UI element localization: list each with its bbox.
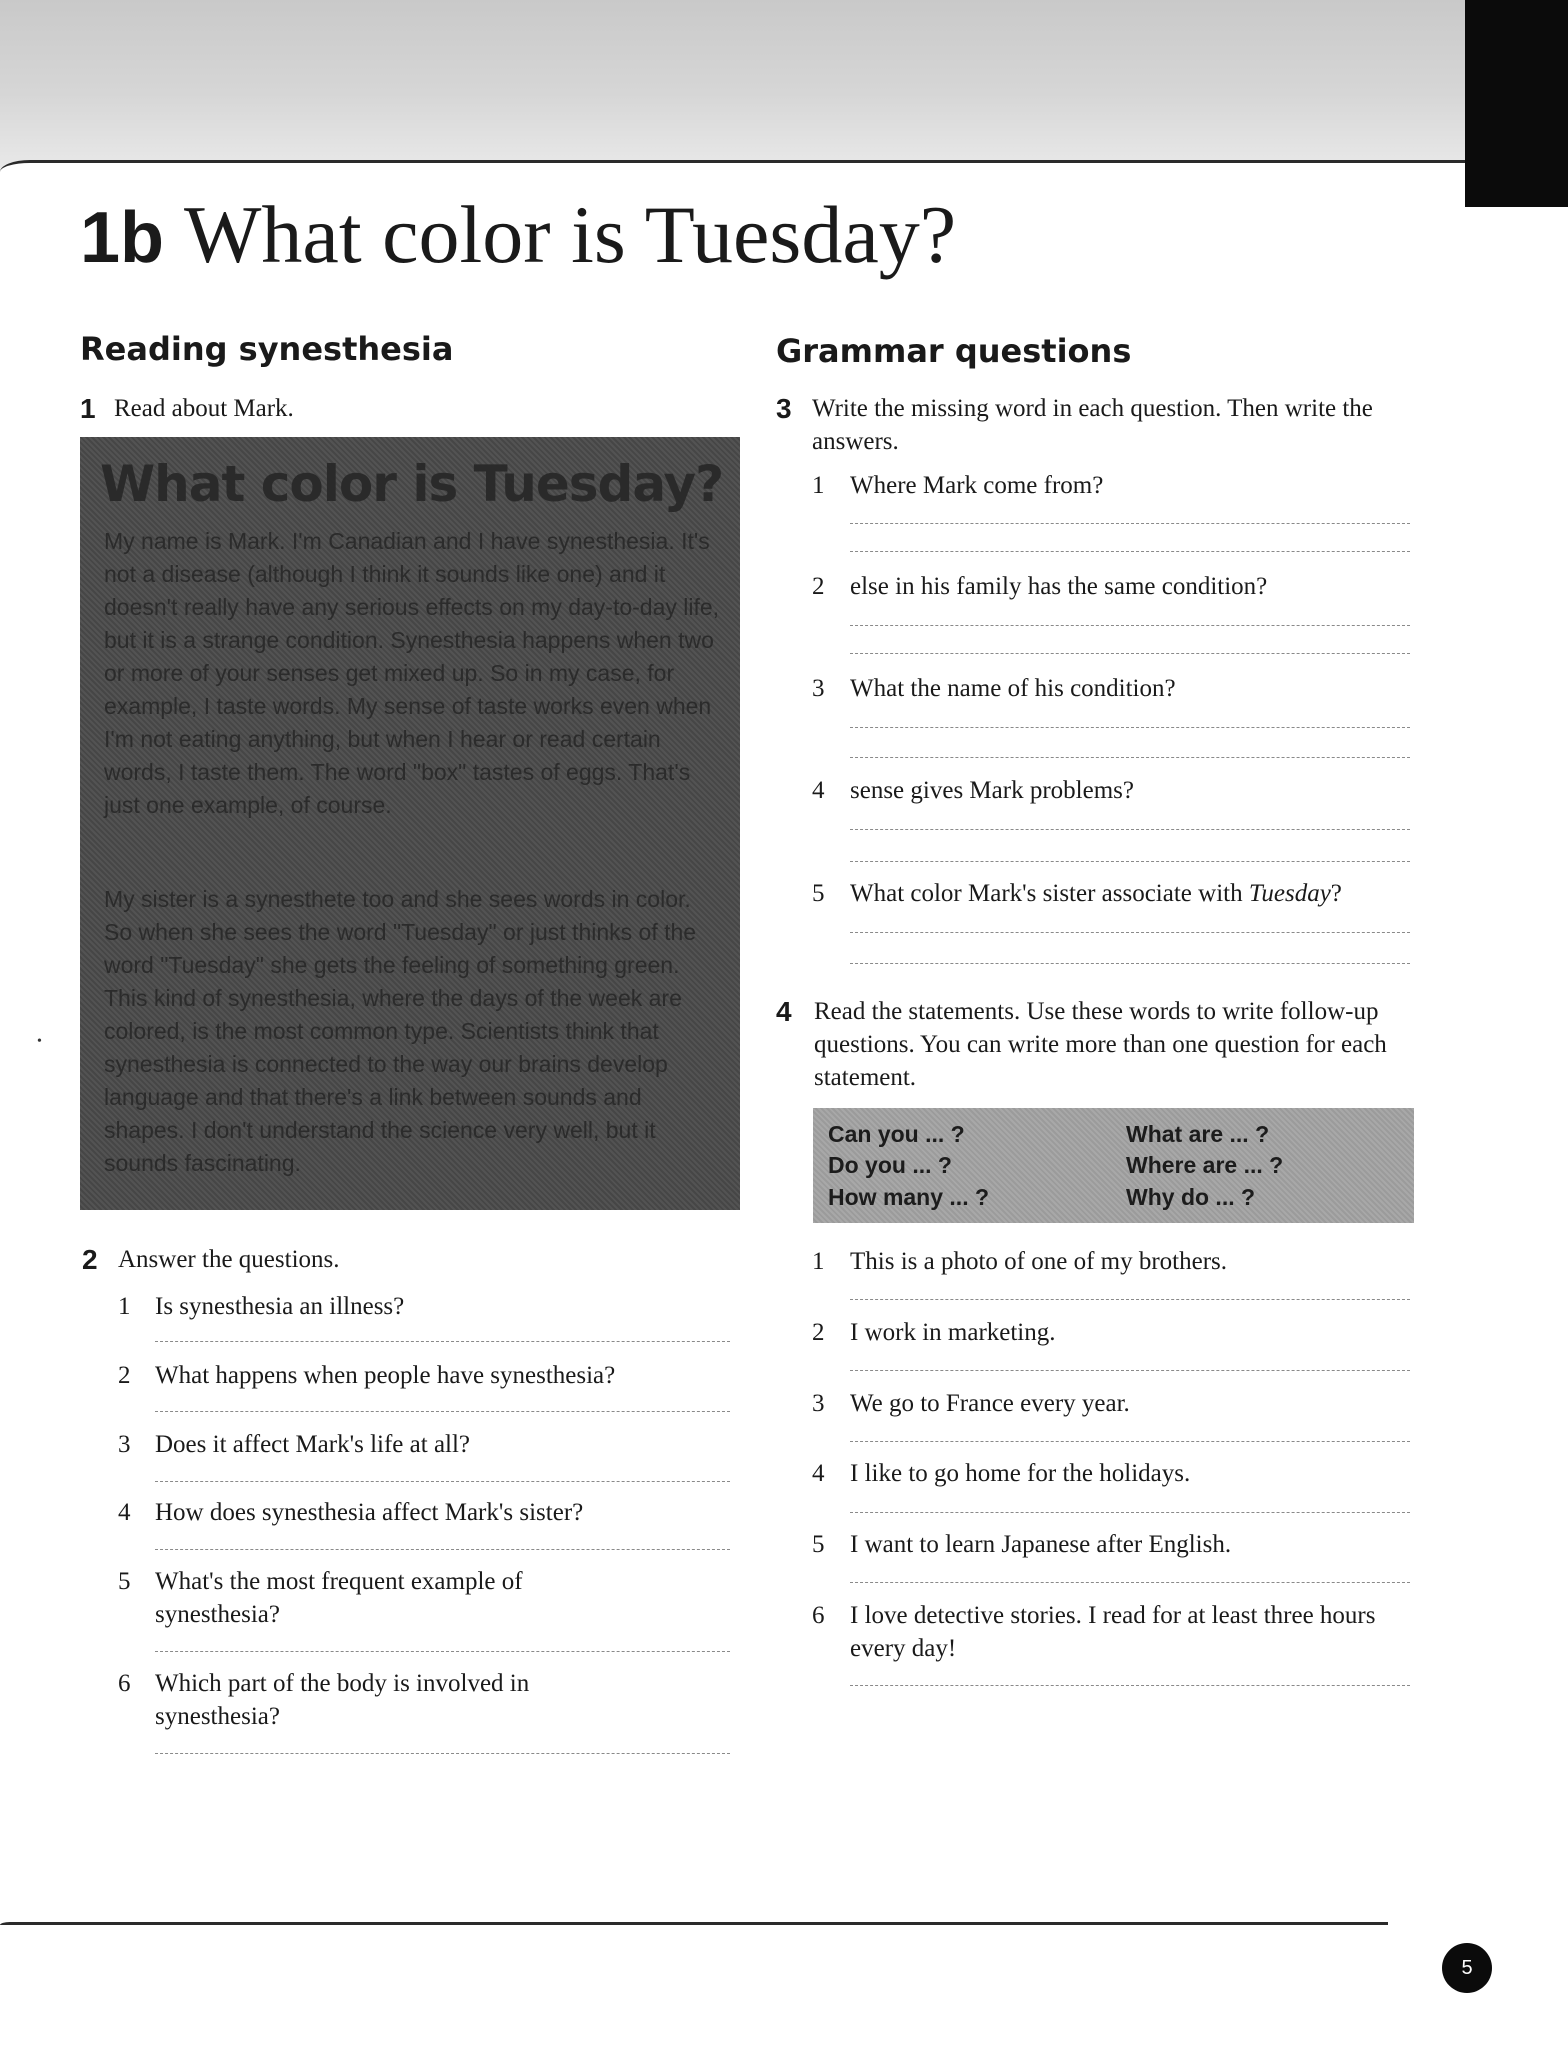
question-text: What happens when people have synesthesia?: [155, 1362, 616, 1389]
page-number: 5: [1442, 1943, 1492, 1993]
statement-text: This is a photo of one of my brothers.: [850, 1248, 1228, 1275]
exercise-1: [80, 392, 740, 428]
statement-number: 5: [812, 1531, 825, 1558]
answer-line[interactable]: [850, 1512, 1410, 1513]
answer-line[interactable]: [155, 1549, 730, 1550]
statement-text: I love detective stories. I read for at least three hours every day!: [850, 1602, 1376, 1662]
exercise-number: 4: [776, 996, 792, 1027]
unit-number: 1b: [80, 198, 165, 278]
word-what-are: What are ... ?: [1126, 1121, 1270, 1147]
question-number: 4: [118, 1499, 131, 1526]
question-number: 5: [118, 1568, 131, 1595]
statement-number: 4: [812, 1460, 825, 1487]
question-number: 6: [118, 1670, 131, 1697]
question-number: 5: [812, 880, 825, 907]
question-number: 3: [118, 1431, 131, 1458]
answer-line[interactable]: [155, 1341, 730, 1342]
question-text: Where Mark come from?: [850, 472, 1104, 499]
answer-line[interactable]: [850, 625, 1410, 626]
question-number: 4: [812, 777, 825, 804]
answer-line[interactable]: [850, 551, 1410, 552]
statement-number: 2: [812, 1319, 825, 1346]
statement-text: I work in marketing.: [850, 1319, 1056, 1346]
question-item: [118, 1667, 738, 1733]
question-text: Which part of the body is involved in synesthesia?: [155, 1670, 530, 1730]
question-text: sense gives Mark problems?: [850, 777, 1134, 804]
unit-title-text: What color is Tuesday?: [184, 189, 957, 280]
statement-text: I want to learn Japanese after English.: [850, 1531, 1232, 1558]
exercise-number: 2: [82, 1244, 98, 1275]
scan-mark: •: [37, 1034, 42, 1049]
exercise-number: 1: [80, 393, 96, 424]
answer-line[interactable]: [850, 757, 1410, 758]
answer-line[interactable]: [155, 1753, 730, 1754]
statement-number: 3: [812, 1390, 825, 1417]
statement-text: We go to France every year.: [850, 1390, 1130, 1417]
section-heading-reading: Reading synesthesia: [80, 330, 454, 368]
answer-line[interactable]: [850, 829, 1410, 830]
question-item: [118, 1565, 738, 1631]
word-do-you: Do you ... ?: [828, 1152, 952, 1178]
answer-line[interactable]: [850, 932, 1410, 933]
answer-line[interactable]: [155, 1411, 730, 1412]
question-text: Is synesthesia an illness?: [155, 1293, 405, 1320]
exercise-3: [776, 392, 1436, 462]
exercise-instruction: Read about Mark.: [114, 395, 294, 422]
section-heading-grammar: Grammar questions: [776, 332, 1132, 370]
answer-line[interactable]: [850, 1370, 1410, 1371]
exercise-2: [82, 1243, 742, 1279]
question-number: 2: [118, 1362, 131, 1389]
corner-tab: [1465, 0, 1568, 207]
exercise-4: [776, 995, 1436, 1099]
exercise-instruction: Answer the questions.: [118, 1246, 340, 1273]
reading-title: What color is Tuesday?: [100, 455, 724, 513]
question-text: else in his family has the same condition?: [850, 573, 1268, 600]
answer-line[interactable]: [850, 523, 1410, 524]
word-box: [813, 1108, 1414, 1223]
word-how-many: How many ... ?: [828, 1184, 990, 1210]
word-can-you: Can you ... ?: [828, 1121, 965, 1147]
answer-line[interactable]: [850, 1441, 1410, 1442]
question-number: 1: [118, 1293, 131, 1320]
answer-line[interactable]: [850, 1582, 1410, 1583]
answer-line[interactable]: [850, 727, 1410, 728]
question-text: How does synesthesia affect Mark's sister?: [155, 1499, 584, 1526]
statement-number: 6: [812, 1602, 825, 1629]
question-number: 2: [812, 573, 825, 600]
question-text: Does it affect Mark's life at all?: [155, 1431, 471, 1458]
reading-text-box: [80, 437, 740, 1210]
answer-line[interactable]: [850, 861, 1410, 862]
statement-item: [812, 1599, 1432, 1665]
answer-line[interactable]: [850, 1299, 1410, 1300]
unit-title: [80, 188, 956, 282]
statement-text: I like to go home for the holidays.: [850, 1460, 1191, 1487]
word-where-are: Where are ... ?: [1126, 1152, 1284, 1178]
exercise-instruction: Write the missing word in each question. Then write the answers.: [812, 395, 1373, 455]
exercise-instruction: Read the statements. Use these words to write follow-up questions. You can write more than one question for each statement.: [814, 998, 1387, 1091]
reading-paragraph-1: My name is Mark. I'm Canadian and I have synesthesia. It's not a disease (although I think it sounds like one) and it doesn't really have any serious effects on my day-to-day life, but it is a strange condition. Synesthesia happens when two or more of your senses get mixed up. So in my case, for example, I taste words. My sense of taste works even when I'm not eating anything, but when I hear or read certain words, I taste them. The word "box" tastes of eggs. That's just one example, of course.: [104, 528, 720, 818]
question-text: What the name of his condition?: [850, 675, 1176, 702]
question-number: 1: [812, 472, 825, 499]
answer-line[interactable]: [155, 1651, 730, 1652]
answer-line[interactable]: [850, 653, 1410, 654]
scan-top-band: [0, 0, 1568, 170]
question-text: What color Mark's sister associate with Tuesday?: [850, 880, 1342, 907]
exercise-number: 3: [776, 393, 792, 424]
question-number: 3: [812, 675, 825, 702]
question-text: What's the most frequent example of synesthesia?: [155, 1568, 523, 1628]
reading-paragraph-2: My sister is a synesthete too and she sees words in color. So when she sees the word "Tuesday" or just thinks of the word "Tuesday" she gets the feeling of something green. This kind of synesthesia, where the days of the week are colored, is the most common type. Scientists think that synesthesia is connected to the way our brains develop language and that there's a link between sounds and shapes. I don't understand the science very well, but it sounds fascinating.: [104, 886, 697, 1176]
answer-line[interactable]: [850, 963, 1410, 964]
statement-number: 1: [812, 1248, 825, 1275]
word-why-do: Why do ... ?: [1126, 1184, 1256, 1210]
answer-line[interactable]: [850, 1685, 1410, 1686]
footer-rule: [0, 1922, 1388, 1925]
answer-line[interactable]: [155, 1481, 730, 1482]
